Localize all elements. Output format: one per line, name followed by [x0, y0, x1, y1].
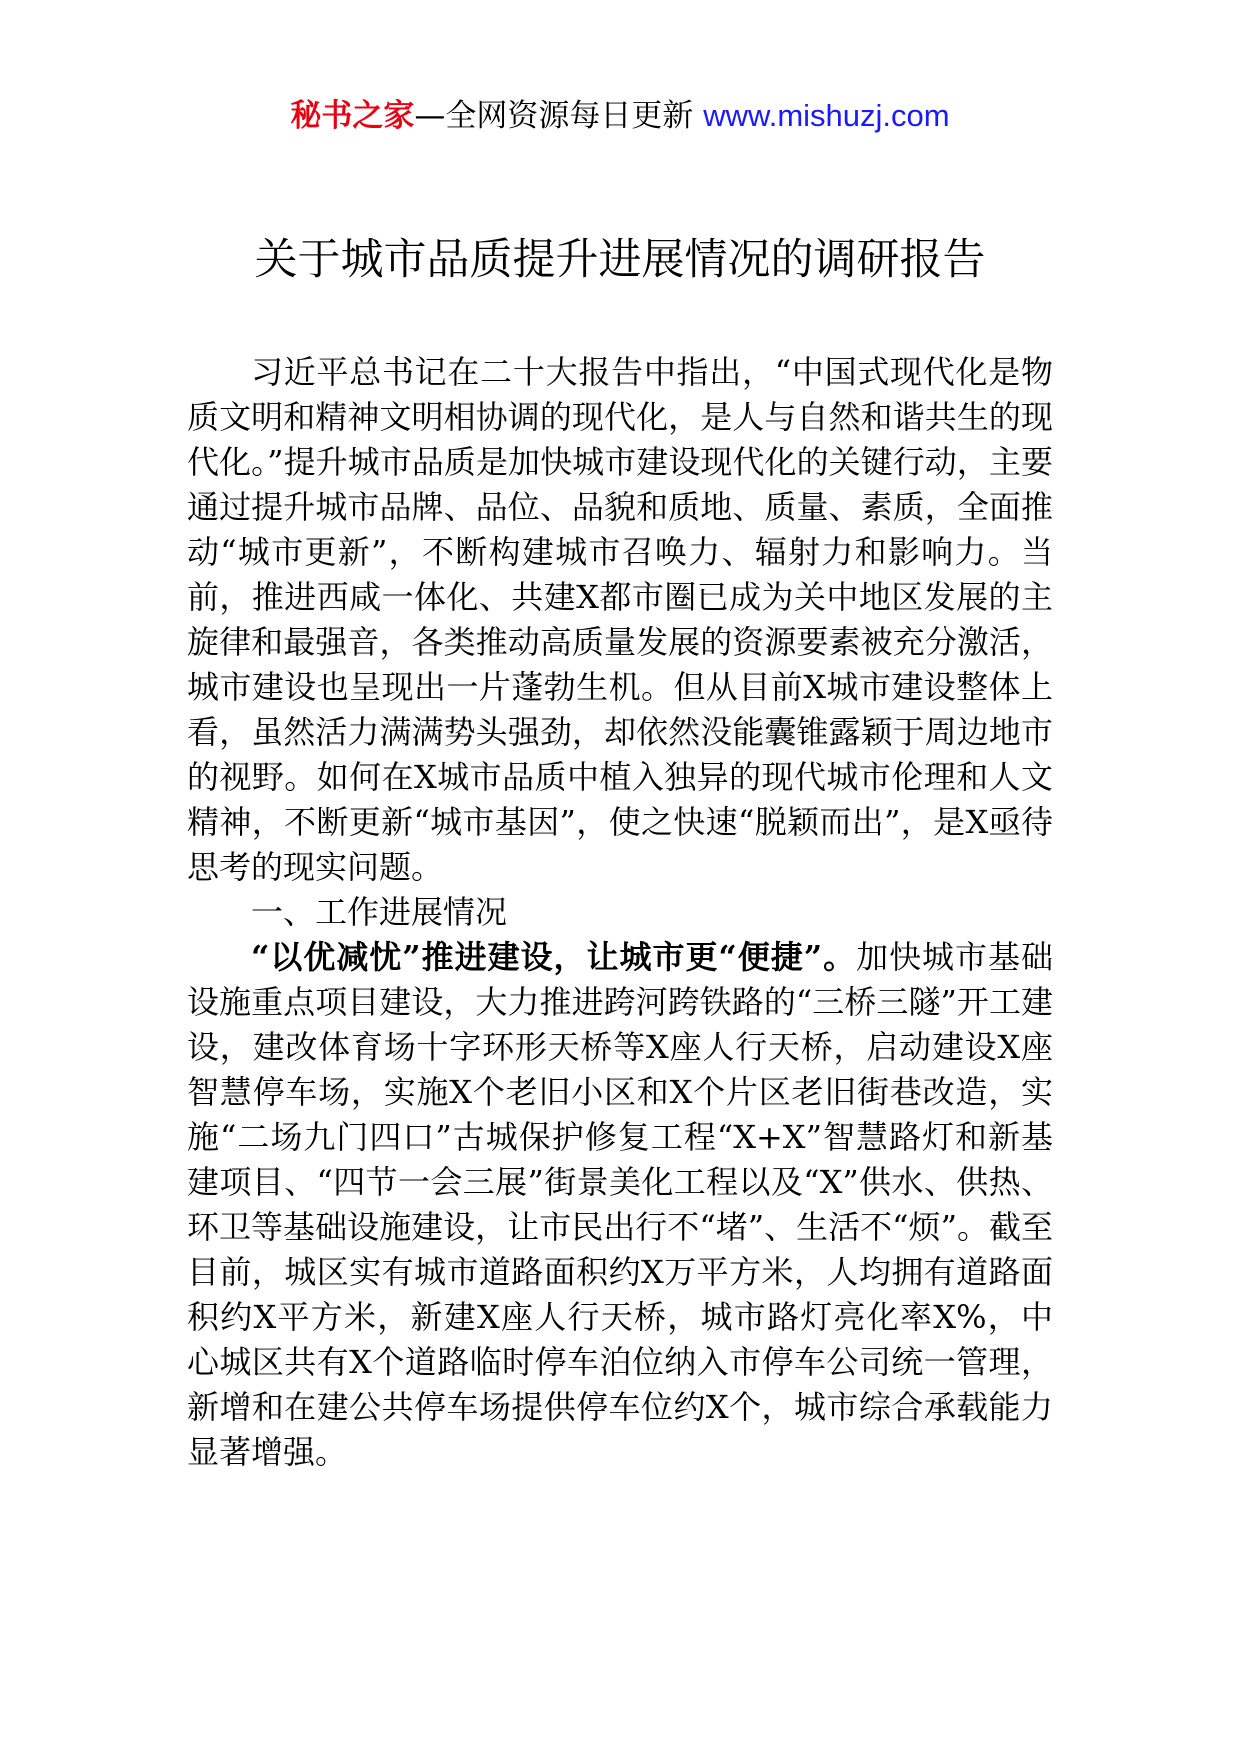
- document-title: 关于城市品质提升进展情况的调研报告: [254, 235, 986, 285]
- intro-paragraph: 习近平总书记在二十大报告中指出，“中国式现代化是物质文明和精神文明相协调的现代化，是人与自然和谐共生的现代化。”提升城市品质是加快城市建设现代化的关键行动，主要通过提升城市品牌、品位、品貌和质地、质量、素质，全面推动“城市更新”，不断构建城市召唤力、辐射力和影响力。当前，推进西咸一体化、共建X都市圈已成为关中地区发展的主旋律和最强音，各类推动高质量发展的资源要素被充分激活，城市建设也呈现出一片蓬勃生机。但从目前X城市建设整体上看，虽然活力满满势头强劲，却依然没能囊锥露颖于周边地市的视野。如何在X城市品质中植入独异的现代城市伦理和人文精神，不断更新“城市基因”，使之快速“脱颖而出”，是X亟待思考的现实问题。: [187, 353, 1053, 886]
- paragraph-body: 加快城市基础设施重点项目建设，大力推进跨河跨铁路的“三桥三隧”开工建设，建改体育场十字环形天桥等X座人行天桥，启动建设X座智慧停车场，实施X个老旧小区和X个片区老旧街巷改造，实施“二场九门四口”古城保护修复工程“X+X”智慧路灯和新基建项目、“四节一会三展”街景美化工程以及“X”供水、供热、环卫等基础设施建设，让市民出行不“堵”、生活不“烦”。截至目前，城区实有城市道路面积约X万平方米，人均拥有道路面积约X平方米，新建X座人行天桥，城市路灯亮化率X%，中心城区共有X个道路临时停车泊位纳入市停车公司统一管理，新增和在建公共停车场提供停车位约X个，城市综合承载能力显著增强。: [187, 938, 1053, 1471]
- section-heading: 一、工作进展情况: [251, 893, 508, 931]
- site-header: [0, 96, 1240, 136]
- document-body: [187, 350, 1053, 1475]
- site-url-link[interactable]: www.mishuzj.com: [703, 98, 950, 133]
- site-brand: 秘书之家: [290, 98, 415, 134]
- site-tagline: —全网资源每日更新: [414, 98, 704, 134]
- paragraph-lead: “以优减忧”推进建设，让城市更“便捷”。: [251, 938, 857, 976]
- progress-paragraph: [187, 935, 1053, 1475]
